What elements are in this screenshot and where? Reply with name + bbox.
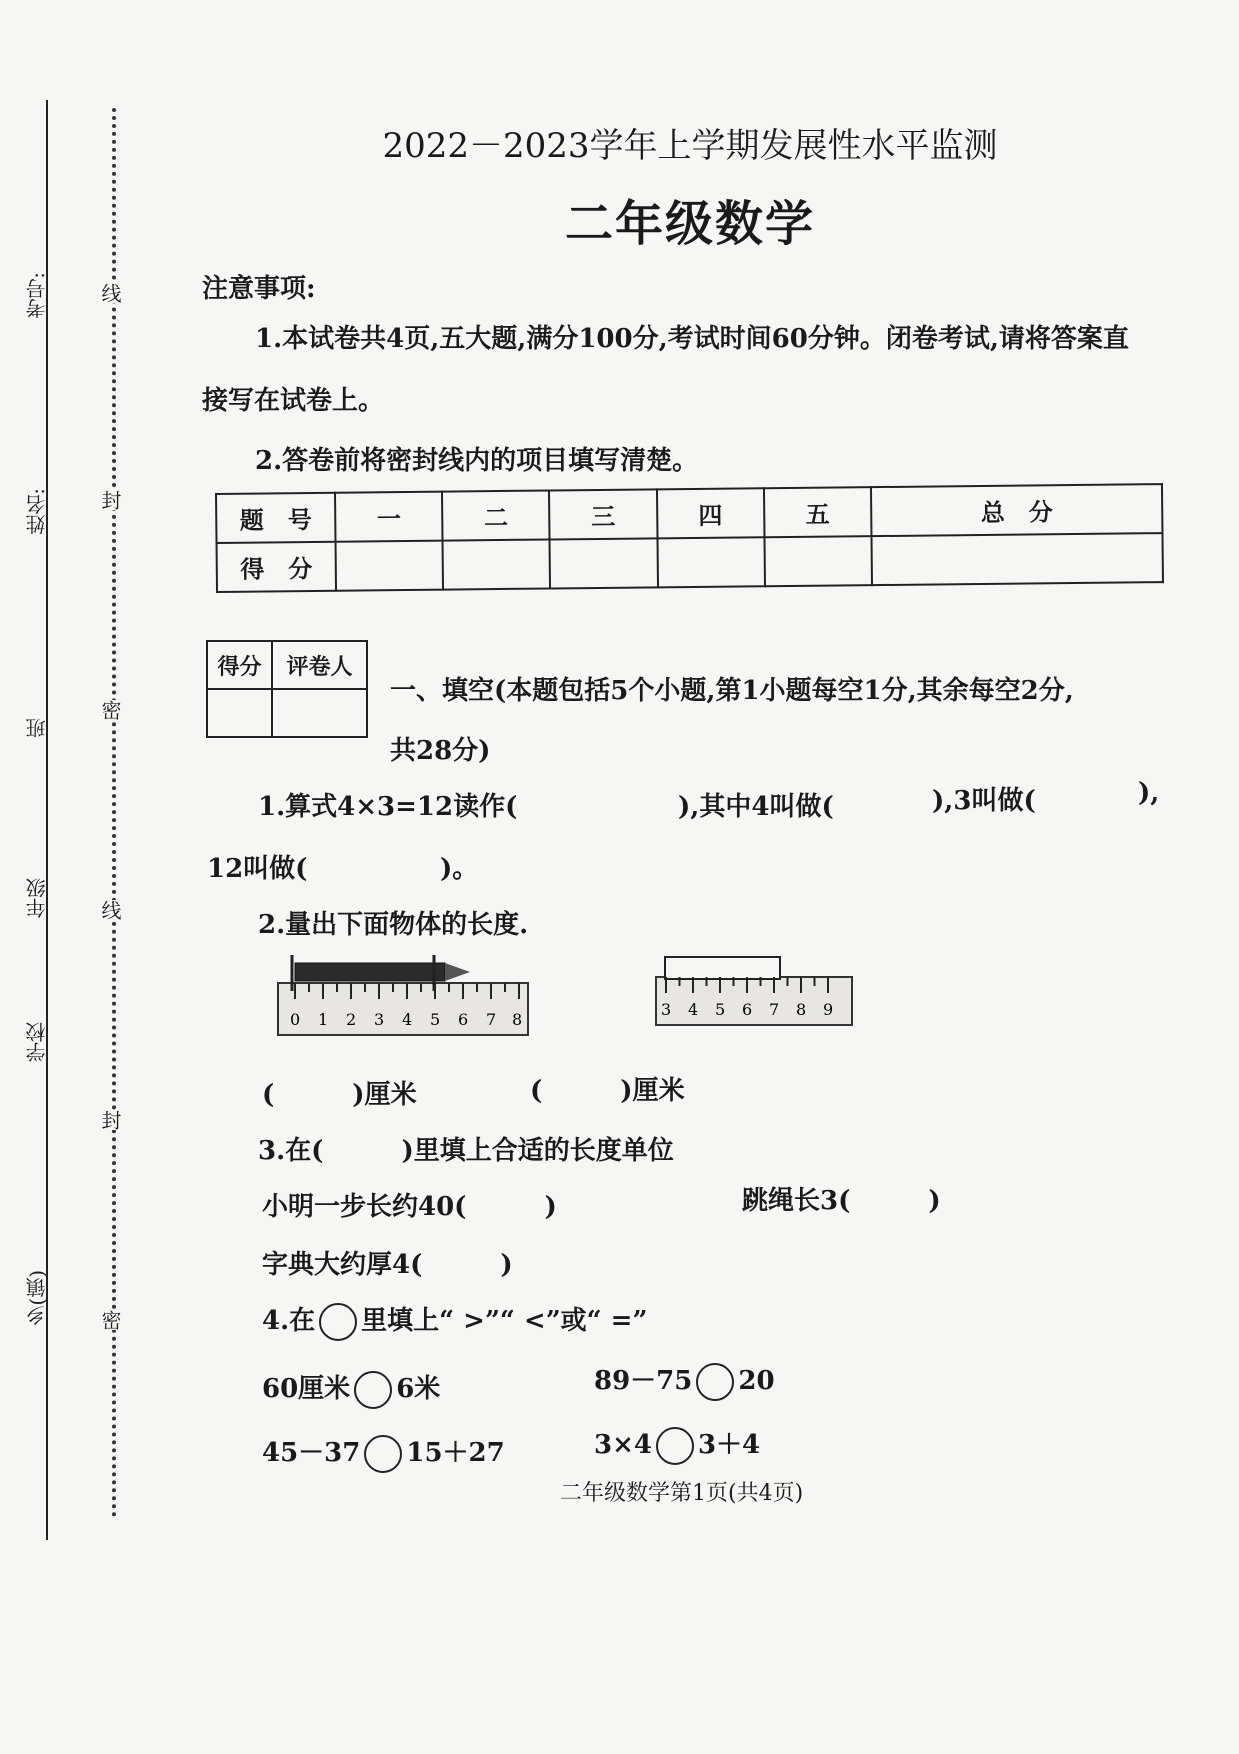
q1-part-f: )。 bbox=[440, 854, 479, 884]
answer-circle[interactable] bbox=[364, 1435, 402, 1473]
notice-line-1: 1.本试卷共4页,五大题,满分100分,考试时间60分钟。闭卷考试,请将答案直 bbox=[255, 324, 1129, 354]
seal-char: 密 bbox=[96, 700, 125, 720]
grader-box-grader-label: 评卷人 bbox=[272, 641, 367, 689]
q1-part-d: ), bbox=[1138, 778, 1160, 808]
q4-text-b: 里填上“ >”“ <”或“ =” bbox=[361, 1306, 648, 1336]
ruler-with-block bbox=[650, 955, 860, 1035]
score-table-cell: 二 bbox=[442, 490, 550, 540]
score-table-cell: 五 bbox=[764, 487, 872, 537]
seal-char: 密 bbox=[96, 1310, 125, 1330]
pencil-icon bbox=[295, 963, 445, 981]
score-table-score-row bbox=[217, 533, 1163, 592]
ruler-label: 8 bbox=[512, 1010, 523, 1029]
q1-part-a: 1.算式4×3=12读作( bbox=[258, 792, 518, 822]
circle-icon bbox=[319, 1303, 357, 1341]
score-table-cell: 三 bbox=[549, 489, 657, 539]
section1-heading-2: 共28分) bbox=[390, 736, 491, 766]
q4-item-1 bbox=[262, 1368, 440, 1409]
township-label: 乡(镇) bbox=[25, 1270, 49, 1326]
score-table bbox=[215, 483, 1164, 593]
q4-item-2 bbox=[594, 1360, 775, 1401]
q4-item-left: 45－37 bbox=[262, 1438, 361, 1468]
score-table-cell: 得 分 bbox=[217, 542, 337, 592]
q4-item-right: 20 bbox=[738, 1366, 775, 1396]
q4-item-4 bbox=[594, 1424, 760, 1465]
score-input-cell[interactable] bbox=[336, 541, 444, 591]
ruler-label: 3 bbox=[374, 1010, 385, 1029]
q2-answer-1: ( )厘米 bbox=[262, 1080, 417, 1110]
exam-no-label: 考号: bbox=[25, 272, 49, 319]
ruler-label: 4 bbox=[688, 1000, 699, 1019]
section1-heading: 一、填空(本题包括5个小题,第1小题每空1分,其余每空2分, bbox=[390, 676, 1074, 706]
ruler-label: 1 bbox=[318, 1010, 329, 1029]
ruler-labels bbox=[290, 1010, 522, 1029]
measured-block bbox=[665, 957, 780, 979]
seal-char: 封 bbox=[96, 490, 125, 510]
q3-b: 跳绳长3( ) bbox=[742, 1186, 941, 1216]
score-input-cell[interactable] bbox=[550, 538, 658, 588]
pencil-tip bbox=[445, 963, 470, 981]
q4-item-left: 3×4 bbox=[594, 1430, 652, 1460]
subject-title: 二年级数学 bbox=[564, 196, 815, 252]
score-table-cell: 总 分 bbox=[871, 484, 1162, 536]
q2-text: 2.量出下面物体的长度. bbox=[258, 910, 529, 940]
ruler-label: 0 bbox=[290, 1010, 301, 1029]
q3-text: 3.在( )里填上合适的长度单位 bbox=[258, 1136, 674, 1166]
ruler-label: 6 bbox=[742, 1000, 753, 1019]
score-table-cell: 四 bbox=[657, 488, 765, 538]
ruler-label: 3 bbox=[661, 1000, 672, 1019]
score-input-cell[interactable] bbox=[443, 539, 551, 589]
grader-box-score-cell[interactable] bbox=[207, 689, 272, 737]
score-input-cell[interactable] bbox=[764, 536, 872, 586]
q3-a: 小明一步长约40( ) bbox=[262, 1192, 557, 1222]
q4-item-right: 3＋4 bbox=[697, 1430, 761, 1460]
q4-text bbox=[262, 1300, 647, 1341]
seal-char: 线 bbox=[96, 283, 125, 303]
q3-c: 字典大约厚4( ) bbox=[262, 1250, 513, 1280]
binding-dotted-line bbox=[112, 108, 116, 1518]
q1-part-b: ),其中4叫做( bbox=[678, 792, 834, 822]
ruler-label: 7 bbox=[769, 1000, 780, 1019]
score-table-cell: 题 号 bbox=[216, 493, 336, 543]
answer-circle[interactable] bbox=[656, 1427, 694, 1465]
notice-heading: 注意事项: bbox=[202, 274, 316, 304]
q4-text-a: 4.在 bbox=[262, 1306, 316, 1336]
score-table-cell: 一 bbox=[335, 492, 443, 542]
ruler-label: 4 bbox=[402, 1010, 413, 1029]
q2-answer-2: ( )厘米 bbox=[530, 1076, 685, 1106]
ruler-label: 5 bbox=[430, 1010, 441, 1029]
seal-char: 封 bbox=[96, 1110, 125, 1130]
q4-item-right: 15＋27 bbox=[406, 1438, 505, 1468]
name-label: 姓名: bbox=[25, 488, 49, 535]
ruler-with-pencil bbox=[270, 955, 540, 1050]
answer-circle[interactable] bbox=[354, 1371, 392, 1409]
grader-box bbox=[206, 640, 368, 738]
ruler-label: 2 bbox=[346, 1010, 357, 1029]
grader-box-grader-cell[interactable] bbox=[272, 689, 367, 737]
score-input-cell[interactable] bbox=[872, 533, 1163, 585]
notice-line-1b: 接写在试卷上。 bbox=[202, 386, 385, 416]
ruler-label: 5 bbox=[715, 1000, 726, 1019]
answer-circle[interactable] bbox=[696, 1363, 734, 1401]
q4-item-right: 6米 bbox=[396, 1374, 441, 1404]
school-label: 学校 bbox=[25, 1022, 49, 1062]
exam-title: 2022－2023学年上学期发展性水平监测 bbox=[382, 126, 998, 166]
q1-part-c: ),3叫做( bbox=[932, 786, 1036, 816]
ruler-label: 7 bbox=[486, 1010, 497, 1029]
page-footer: 二年级数学第1页(共4页) bbox=[560, 1481, 804, 1506]
seal-char: 线 bbox=[96, 900, 125, 920]
score-input-cell[interactable] bbox=[657, 537, 765, 587]
ruler-label: 6 bbox=[458, 1010, 469, 1029]
class-label: 班 bbox=[25, 718, 49, 738]
q4-item-3 bbox=[262, 1432, 505, 1473]
ruler-label: 9 bbox=[823, 1000, 834, 1019]
notice-line-2: 2.答卷前将密封线内的项目填写清楚。 bbox=[255, 446, 699, 476]
ruler-label: 8 bbox=[796, 1000, 807, 1019]
q4-item-left: 89－75 bbox=[594, 1366, 693, 1396]
grade-label: 年级 bbox=[25, 878, 49, 918]
q1-part-e: 12叫做( bbox=[207, 854, 308, 884]
grader-box-score-label: 得分 bbox=[207, 641, 272, 689]
q4-item-left: 60厘米 bbox=[262, 1374, 351, 1404]
